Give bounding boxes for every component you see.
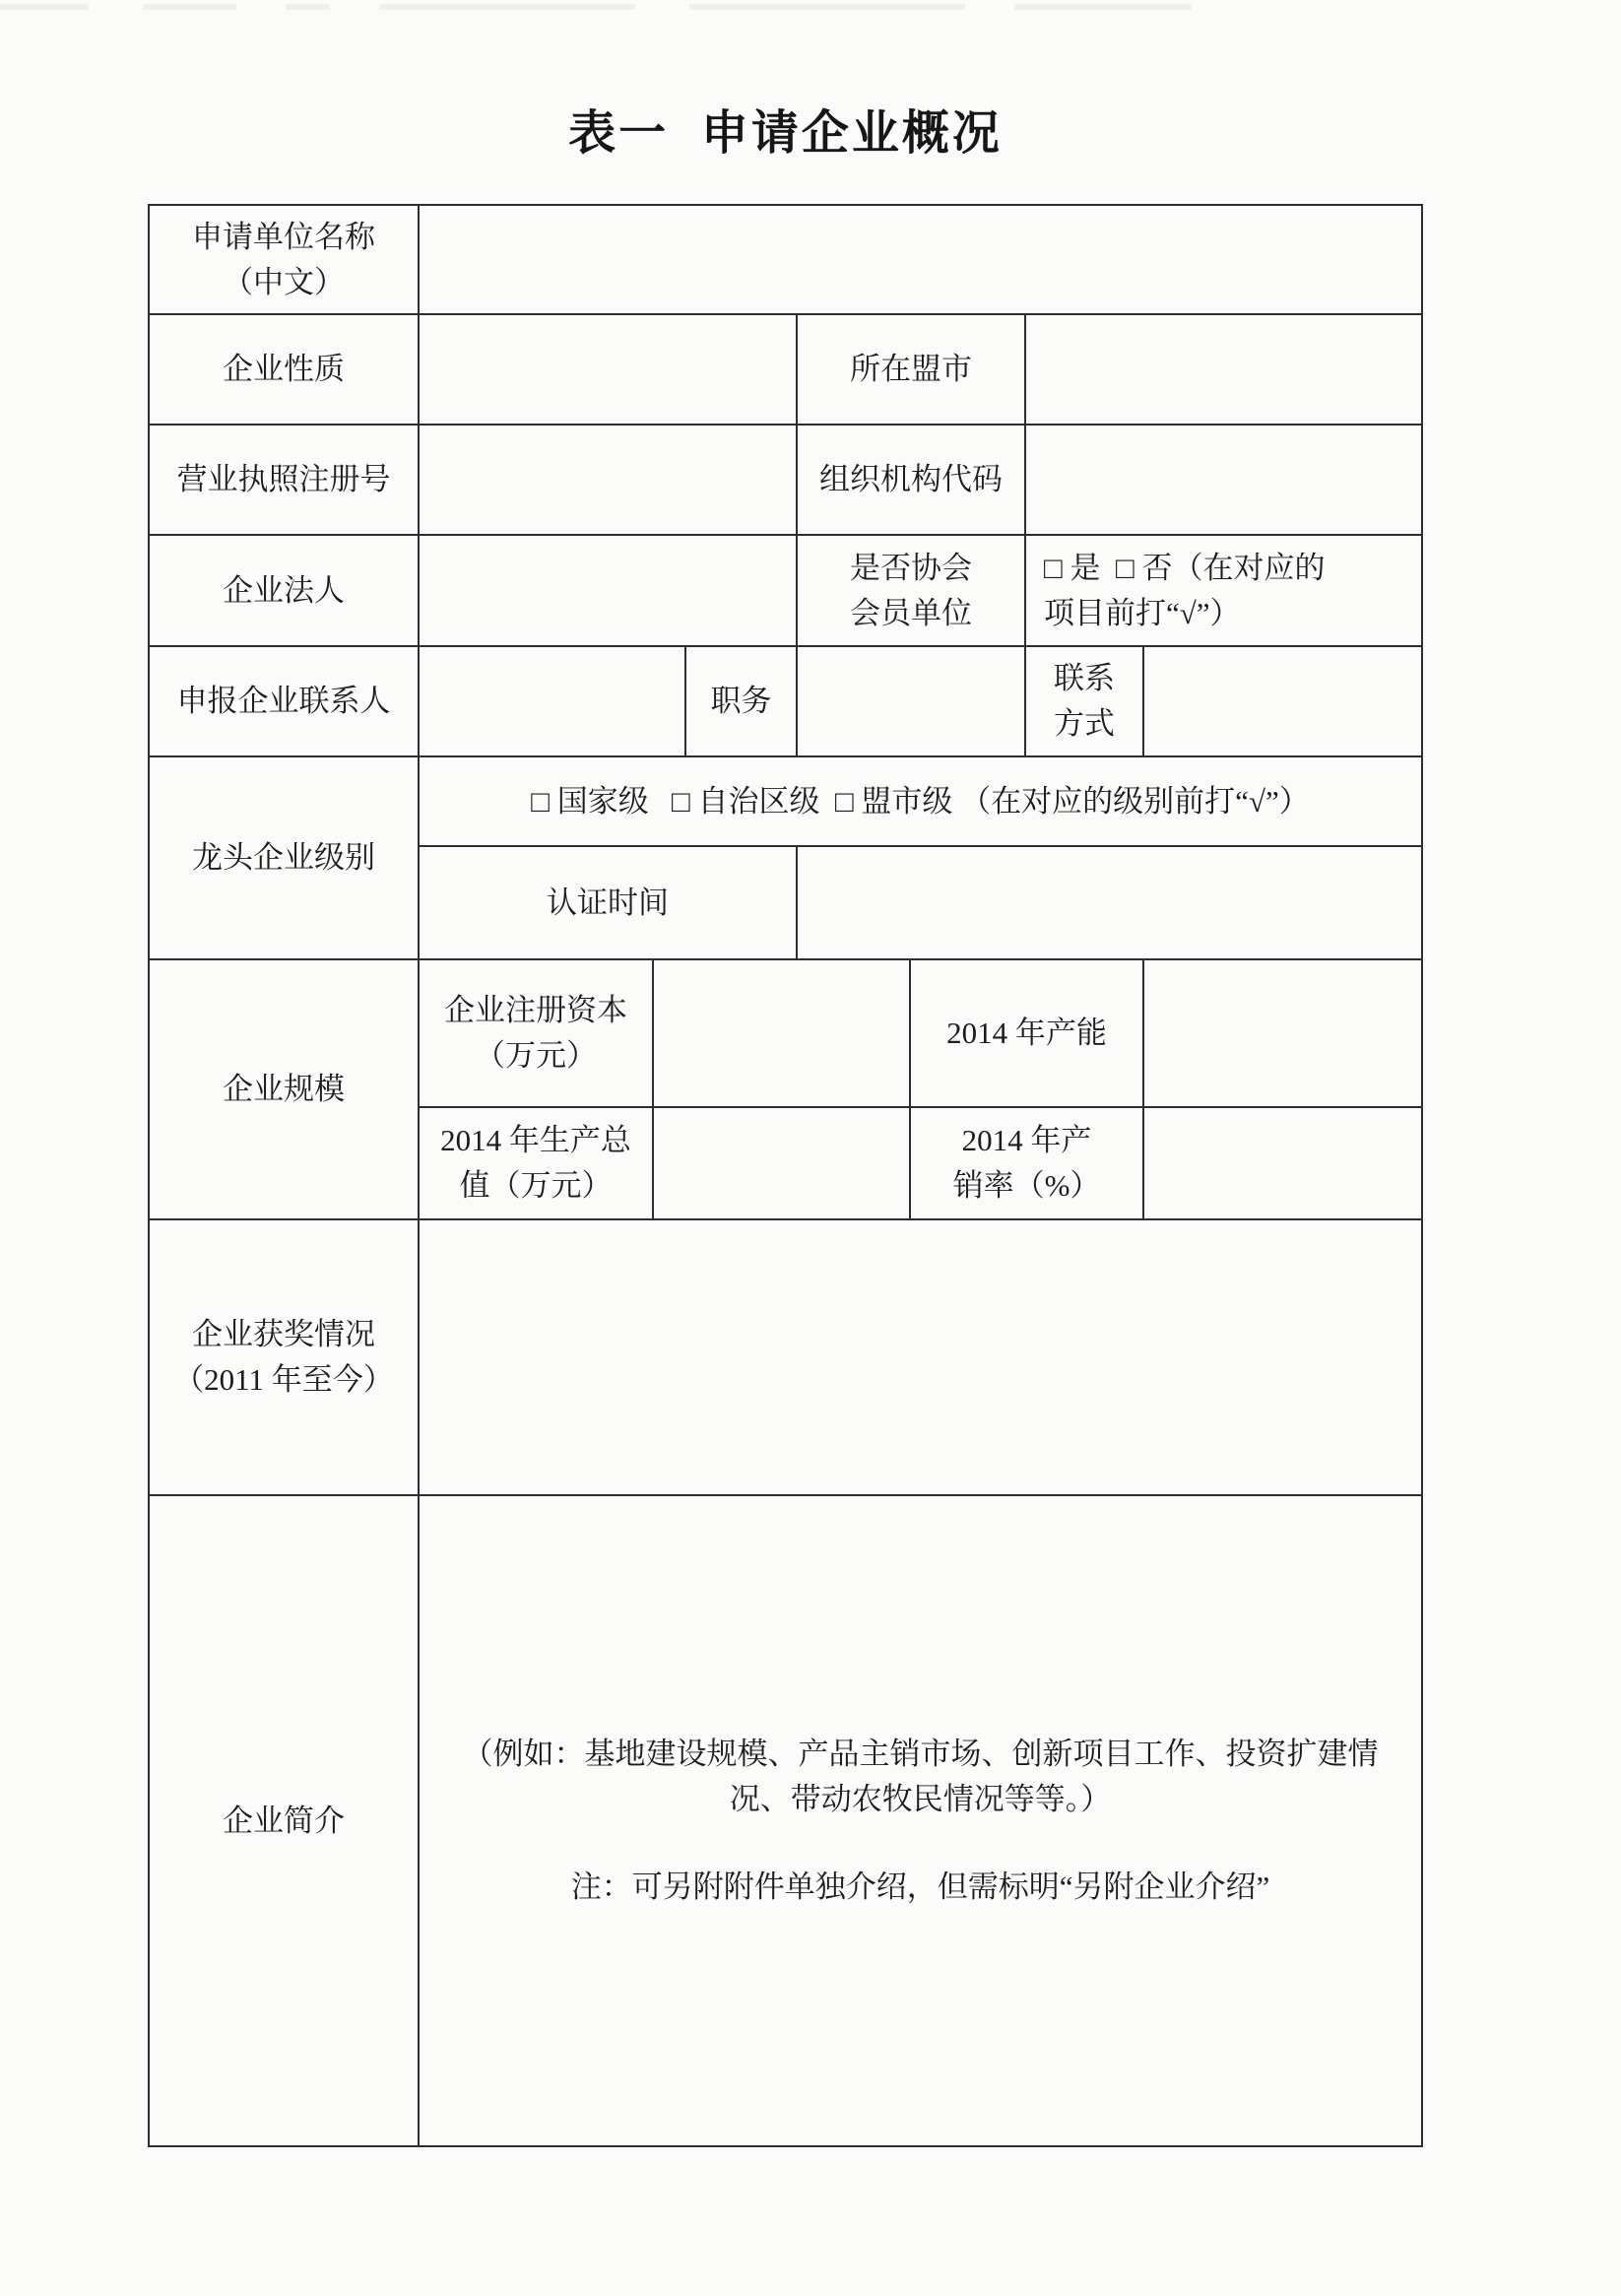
leading-level-label-cell <box>148 755 418 958</box>
sales-rate-label-line1: 2014 年产 <box>961 1123 1092 1158</box>
applicant-name-label-cell <box>148 204 418 313</box>
awards-label-line2: （2011 年至今） <box>173 1362 394 1397</box>
registered-capital-label-cell <box>418 958 652 1106</box>
org-code-value-cell <box>1024 424 1421 534</box>
intro-label: 企业简介 <box>223 1803 345 1838</box>
applicant-name-label-line1: 申请单位名称 <box>192 219 375 254</box>
gross-output-label-cell <box>418 1106 652 1218</box>
registered-capital-value-cell <box>652 958 909 1106</box>
awards-value-cell <box>418 1218 1421 1494</box>
certification-time-label: 认证时间 <box>547 885 669 920</box>
business-license-label: 营业执照注册号 <box>176 462 391 497</box>
association-member-checkbox-cell <box>1024 534 1421 645</box>
gross-output-label-line2: 值（万元） <box>459 1168 613 1203</box>
contact-method-label-cell <box>1024 645 1142 755</box>
leading-level-checkbox-options: □ 国家级 □ 自治区级 □ 盟市级 （在对应的级别前打“√”） <box>531 783 1310 819</box>
enterprise-scale-label-cell <box>148 958 418 1218</box>
position-label: 职务 <box>710 684 772 719</box>
contact-person-label-cell <box>148 645 418 755</box>
enterprise-nature-value-cell <box>418 313 796 424</box>
contact-method-value-cell <box>1142 645 1421 755</box>
legal-person-label: 企业法人 <box>223 572 345 608</box>
applicant-name-value-cell <box>418 204 1421 313</box>
enterprise-scale-label: 企业规模 <box>223 1072 345 1107</box>
org-code-label: 组织机构代码 <box>819 462 1003 497</box>
capacity-2014-value-cell <box>1142 958 1421 1106</box>
league-city-label: 所在盟市 <box>850 352 972 387</box>
intro-content-cell <box>418 1494 1421 2145</box>
gross-output-value-cell <box>652 1106 909 1218</box>
org-code-label-cell <box>796 424 1024 534</box>
contact-method-label-line2: 方式 <box>1054 706 1115 741</box>
capacity-2014-label: 2014 年产能 <box>946 1016 1107 1051</box>
association-member-checkbox-hint: 项目前打“√”） <box>1044 595 1241 630</box>
association-member-checkbox-options: □ 是 □ 否（在对应的 <box>1044 550 1326 585</box>
gross-output-label-line1: 2014 年生产总 <box>440 1123 631 1158</box>
position-value-cell <box>796 645 1024 755</box>
league-city-label-cell <box>796 313 1024 424</box>
awards-label-line1: 企业获奖情况 <box>192 1317 375 1352</box>
legal-person-value-cell <box>418 534 796 645</box>
business-license-label-cell <box>148 424 418 534</box>
contact-method-label-line1: 联系 <box>1054 661 1115 696</box>
legal-person-label-cell <box>148 534 418 645</box>
business-license-value-cell <box>418 424 796 534</box>
leading-level-label: 龙头企业级别 <box>192 840 375 876</box>
intro-note-text: 注：可另附附件单独介绍，但需标明“另附企业介绍” <box>570 1870 1270 1905</box>
association-member-label-line1: 是否协会 <box>850 550 972 585</box>
contact-person-value-cell <box>418 645 684 755</box>
registered-capital-label-line1: 企业注册资本 <box>444 993 627 1028</box>
certification-time-value-cell <box>796 845 1421 958</box>
position-label-cell <box>684 645 796 755</box>
association-member-label-cell <box>796 534 1024 645</box>
intro-example-text: （例如：基地建设规模、产品主销市场、创新项目工作、投资扩建情况、带动农牧民情况等等。） <box>462 1736 1379 1816</box>
league-city-value-cell <box>1024 313 1421 424</box>
sales-rate-label-cell <box>909 1106 1142 1218</box>
sales-rate-value-cell <box>1142 1106 1421 1218</box>
registered-capital-label-line2: （万元） <box>475 1038 597 1073</box>
leading-level-options-cell <box>418 755 1421 845</box>
enterprise-nature-label: 企业性质 <box>223 352 345 387</box>
contact-person-label: 申报企业联系人 <box>176 684 391 719</box>
certification-time-label-cell <box>418 845 796 958</box>
applicant-name-label-line2: （中文） <box>223 264 345 299</box>
application-form-table <box>148 204 1423 2147</box>
scan-edge-artifact <box>0 0 1621 10</box>
sales-rate-label-line2: 销率（%） <box>952 1168 1101 1203</box>
awards-label-cell <box>148 1218 418 1494</box>
form-title: 表一 申请企业概况 <box>568 107 1003 160</box>
capacity-2014-label-cell <box>909 958 1142 1106</box>
enterprise-nature-label-cell <box>148 313 418 424</box>
intro-label-cell <box>148 1494 418 2145</box>
association-member-label-line2: 会员单位 <box>850 595 972 630</box>
